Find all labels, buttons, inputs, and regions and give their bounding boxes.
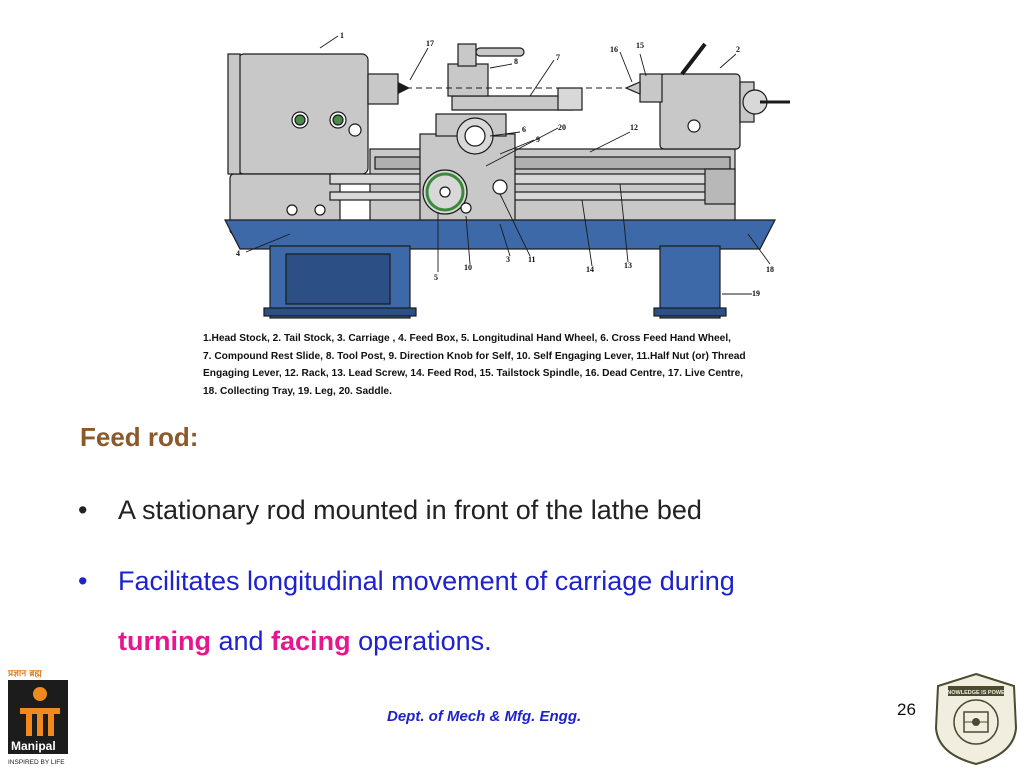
section-heading: Feed rod:: [80, 422, 199, 452]
diagram-label-15: 15: [636, 41, 644, 50]
diagram-label-17: 17: [426, 39, 434, 48]
diagram-label-20: 20: [558, 123, 566, 132]
logo-sanskrit-text: प्रज्ञान ब्रह्म: [8, 669, 42, 679]
diagram-label-7: 7: [556, 53, 560, 62]
diagram-caption: [203, 330, 813, 400]
caption-line: 7. Compound Rest Slide, 8. Tool Post, 9. Direction Knob for Self, 10. Self Engaging Lever, 11.Half Nut (or) Thread: [203, 350, 746, 362]
diagram-label-12: 12: [630, 123, 638, 132]
diagram-label-11: 11: [528, 255, 536, 264]
page-number: 26: [897, 700, 916, 719]
bullet-marker: •: [78, 495, 88, 525]
diagram-label-8: 8: [514, 57, 518, 66]
diagram-label-1: 1: [340, 31, 344, 40]
diagram-label-4: 4: [236, 249, 240, 258]
diagram-label-13: 13: [624, 261, 632, 270]
highlight-turning: turning: [118, 626, 211, 656]
diagram-label-16: 16: [610, 45, 618, 54]
tailstock: [660, 74, 740, 149]
diagram-label-18: 18: [766, 265, 774, 274]
bullet-text: A stationary rod mounted in front of the lathe bed: [118, 495, 702, 525]
logo-name: Manipal: [11, 739, 56, 753]
lathe-diagram: [200, 24, 800, 324]
footer-department: Dept. of Mech & Mfg. Engg.: [387, 708, 582, 725]
institute-seal-logo: [930, 670, 1022, 766]
leg-right: [660, 246, 720, 318]
seal-motto: KNOWLEDGE IS POWER: [943, 690, 1009, 696]
bullet-text: Facilitates longitudinal movement of carriage during: [118, 566, 735, 596]
diagram-label-5: 5: [434, 273, 438, 282]
highlight-facing: facing: [271, 626, 351, 656]
bullet-continuation: [118, 626, 492, 657]
caption-line: Engaging Lever, 12. Rack, 13. Lead Screw, 14. Feed Rod, 15. Tailstock Spindle, 16. Dead Centre, 17. Live Centre,: [203, 368, 744, 380]
caption-line: 1.Head Stock, 2. Tail Stock, 3. Carriage , 4. Feed Box, 5. Longitudinal Hand Wheel, 6. Cross Feed Hand Wheel,: [203, 333, 731, 344]
connector-text: and: [210, 626, 272, 656]
diagram-label-3: 3: [506, 255, 510, 264]
diagram-label-19: 19: [752, 289, 760, 298]
diagram-label-2: 2: [736, 45, 740, 54]
caption-line: 18. Collecting Tray, 19. Leg, 20. Saddle.: [203, 385, 392, 397]
diagram-label-9: 9: [536, 135, 540, 144]
ending-text: operations.: [350, 626, 492, 656]
diagram-label-6: 6: [522, 125, 526, 134]
diagram-label-10: 10: [464, 263, 472, 272]
bullet-marker: •: [78, 566, 88, 596]
logo-tagline: INSPIRED BY LIFE: [8, 759, 65, 766]
diagram-label-14: 14: [586, 265, 594, 274]
manipal-logo: [6, 664, 72, 766]
